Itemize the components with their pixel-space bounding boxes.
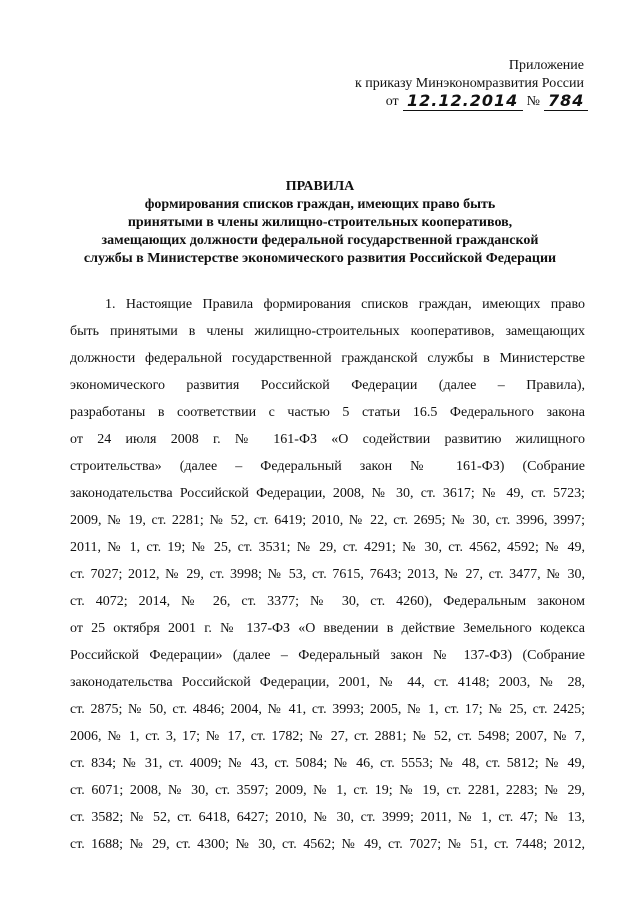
body-line: должности федеральной государственной гражданской службы в Министерстве (70, 351, 585, 366)
body-line: 2011, № 1, ст. 19; № 25, ст. 3531; № 29, ст. 4291; № 30, ст. 4562, 4592; № 49, (70, 540, 585, 555)
body-line: ст. 7027; 2012, № 29, ст. 3998; № 53, ст. 7615, 7643; 2013, № 27, ст. 3477, № 30, (70, 567, 585, 582)
body-line: 1. Настоящие Правила формирования списков граждан, имеющих право (105, 297, 585, 312)
body-line: строительства» (далее – Федеральный закон № 161-ФЗ) (Собрание (70, 459, 585, 474)
body-line: 2009, № 19, ст. 2281; № 52, ст. 6419; 2010, № 22, ст. 2695; № 30, ст. 3996, 3997; (70, 513, 585, 528)
title-line: формирования списков граждан, имеющих право быть (144, 197, 496, 212)
appendix-label: Приложение (508, 58, 584, 73)
body-line: от 24 июля 2008 г. № 161-ФЗ «О содействии развитию жилищного (70, 432, 585, 447)
body-line: ст. 2875; № 50, ст. 4846; 2004, № 41, ст. 3993; 2005, № 1, ст. 17; № 25, ст. 2425; (70, 702, 585, 717)
body-line: ст. 834; № 31, ст. 4009; № 43, ст. 5084; № 46, ст. 5553; № 48, ст. 5812; № 49, (70, 756, 585, 771)
title-line: замещающих должности федеральной государственной гражданской (101, 233, 539, 248)
body-line: 2006, № 1, ст. 3, 17; № 17, ст. 1782; № 27, ст. 2881; № 52, ст. 5498; 2007, № 7, (70, 729, 585, 744)
body-line: ст. 4072; 2014, № 26, ст. 3377; № 30, ст. 4260), Федеральным законом (70, 594, 585, 609)
body-line: законодательства Российской Федерации, 2001, № 44, ст. 4148; 2003, № 28, (70, 675, 585, 690)
date-prefix: от (385, 94, 399, 109)
body-line: от 25 октября 2001 г. № 137-ФЗ «О введении в действие Земельного кодекса (70, 621, 585, 636)
body-line: ст. 3582; № 52, ст. 6418, 6427; 2010, № 30, ст. 3999; 2011, № 1, ст. 47; № 13, (70, 810, 585, 825)
number-prefix: № (526, 94, 540, 109)
body-line: законодательства Российской Федерации, 2008, № 30, ст. 3617; № 49, ст. 5723; (70, 486, 585, 501)
title-line: службы в Министерстве экономического развития Российской Федерации (83, 251, 557, 266)
body-line: Российской Федерации» (далее – Федеральный закон № 137-ФЗ) (Собрание (70, 648, 585, 663)
order-reference: к приказу Минэкономразвития России (354, 76, 584, 91)
handwritten-date: 12.12.2014 (403, 92, 523, 111)
body-line: экономического развития Российской Федерации (далее – Правила), (70, 378, 585, 393)
body-line: ст. 1688; № 29, ст. 4300; № 30, ст. 4562; № 49, ст. 7027; № 51, ст. 7448; 2012, (70, 837, 585, 852)
document-title: ПРАВИЛА (285, 179, 355, 194)
body-line: ст. 6071; 2008, № 30, ст. 3597; 2009, № 1, ст. 19; № 19, ст. 2281, 2283; № 29, (70, 783, 585, 798)
order-date-number (386, 92, 588, 111)
handwritten-number: 784 (544, 92, 588, 111)
body-line: быть принятыми в члены жилищно-строительных кооперативов, замещающих (70, 324, 585, 339)
title-line: принятыми в члены жилищно-строительных кооперативов, (127, 215, 513, 230)
body-line: разработаны в соответствии с частью 5 статьи 16.5 Федерального закона (70, 405, 585, 420)
